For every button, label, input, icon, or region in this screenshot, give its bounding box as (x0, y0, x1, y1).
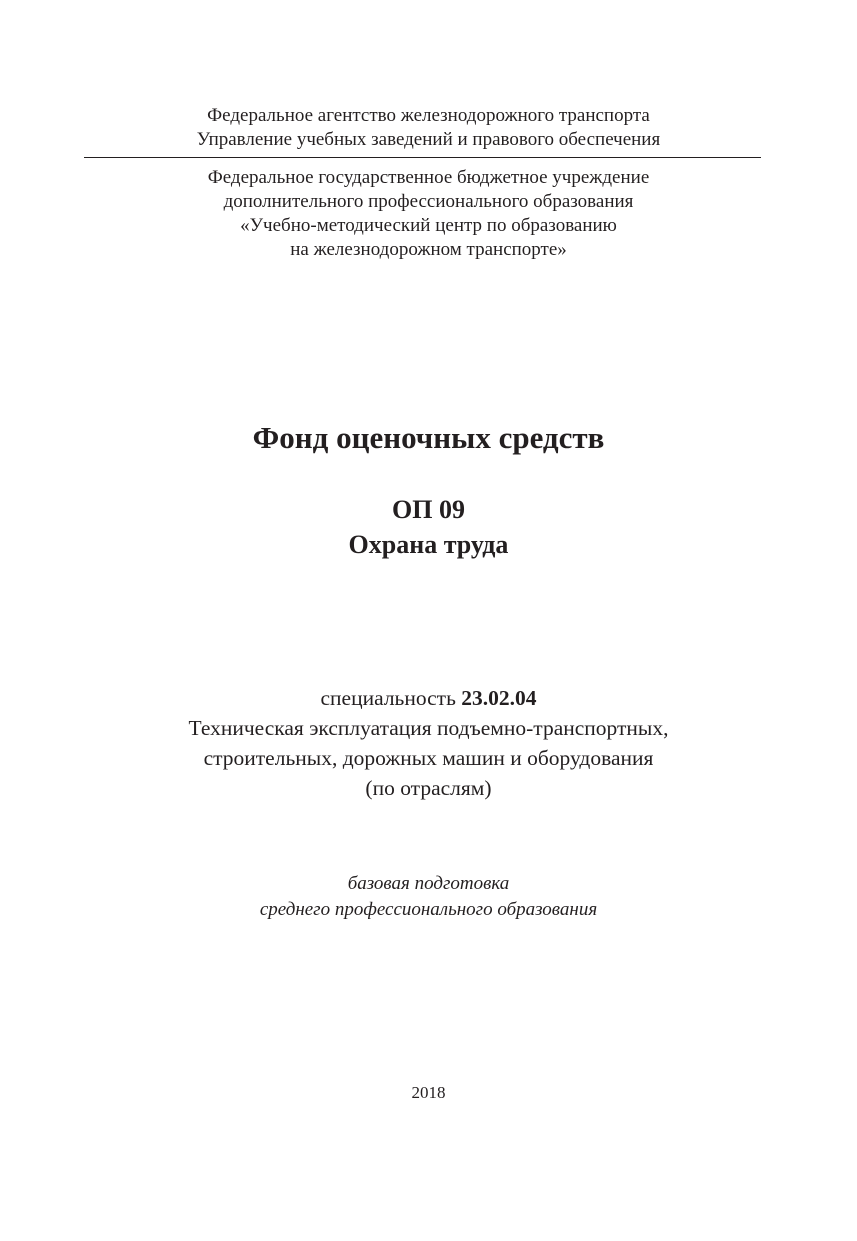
training-level-line-1: базовая подготовка (347, 873, 510, 894)
discipline-name: Охрана труда (348, 530, 509, 559)
institution-line-3: «Учебно-методический центр по образованию (240, 215, 617, 236)
discipline-code: ОП 09 (392, 495, 465, 524)
institution-line-4: на железнодорожном транспорте» (290, 239, 567, 260)
specialty-name-line-1: Техническая эксплуатация подъемно-транспортных, (188, 716, 669, 740)
header-divider (84, 157, 761, 158)
specialty-name-line-2: строительных, дорожных машин и оборудования (203, 746, 654, 770)
document-title: Фонд оценочных средств (252, 420, 605, 455)
publication-year: 2018 (411, 1083, 446, 1102)
specialty-name-line-3: (по отраслям) (365, 776, 492, 800)
training-level-line-2: среднего профессионального образования (259, 899, 598, 920)
specialty-code-line (0, 684, 857, 712)
department-name: Управление учебных заведений и правового обеспечения (196, 129, 661, 150)
specialty-prefix: специальность (320, 686, 456, 710)
specialty-code: 23.02.04 (461, 686, 537, 710)
agency-name: Федеральное агентство железнодорожного транспорта (207, 105, 650, 126)
institution-line-2: дополнительного профессионального образования (223, 191, 634, 212)
institution-line-1: Федеральное государственное бюджетное учреждение (207, 167, 650, 188)
